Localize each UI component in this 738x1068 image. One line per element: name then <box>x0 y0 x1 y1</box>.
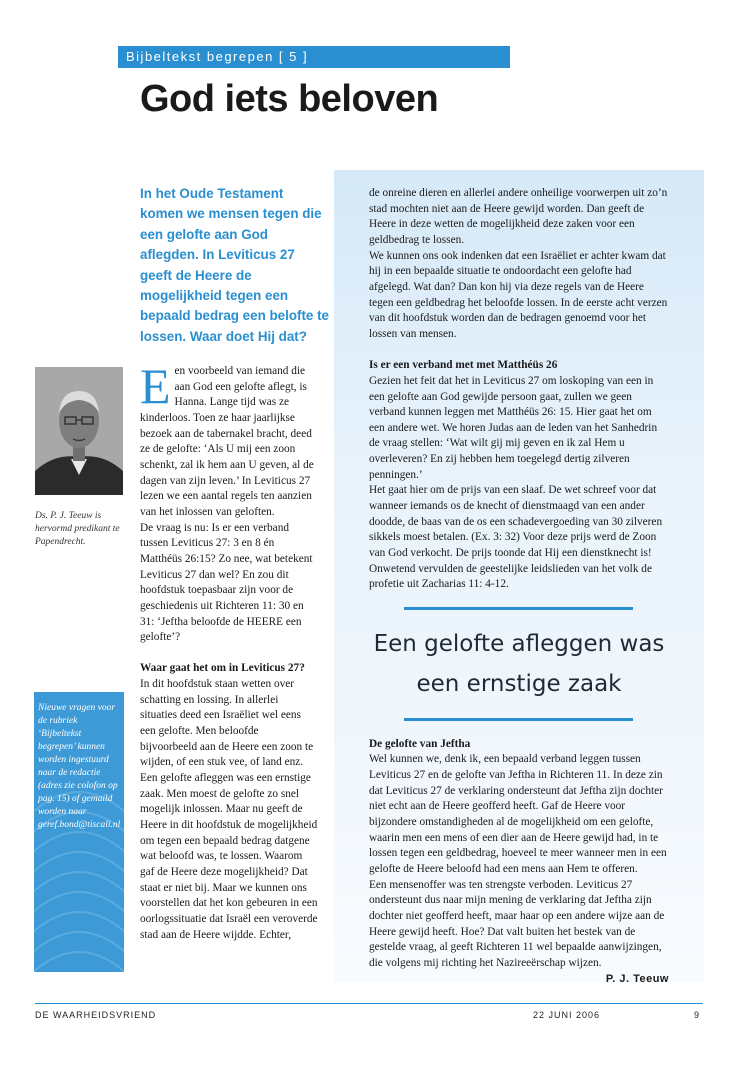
footer-publication: DE WAARHEIDSVRIEND <box>35 1010 157 1020</box>
drop-cap: E <box>140 358 171 414</box>
paragraph-text: en voorbeeld van iemand die aan God een gelofte aflegt, is Hanna. Lange tijd was ze kinderloos. Toen ze haar jaarlijkse bezoek aan de tabernakel bracht, deed ze de gelofte: ‘Als U mij een zoon schenkt, zal ik hem aan U geven, al de dagen van zijn leven.’ In Leviticus 27 lezen we een aantal regels ten aanzien van het inlossen van geloften. <box>140 365 314 518</box>
author-photo <box>35 367 123 495</box>
footer-date: 22 JUNI 2006 <box>533 1010 601 1020</box>
section-heading: Waar gaat het om in Leviticus 27? <box>140 662 305 675</box>
paragraph: De vraag is nu: Is er een verband tussen Leviticus 27: 3 en 8 én Matthéüs 26:15? Zo nee, wat betekent Leviticus 27 dan wel? En zou dit hoofdstuk toepasbaar zijn voor de geschiedenis uit Richteren 11: 30 en 31: ‘Jeftha beloofde de HEERE een gelofte’? <box>140 521 313 644</box>
paragraph: In dit hoofdstuk staan wetten over schatting en lossing. In allerlei situaties deed een Israëliet wel eens een gelofte. Men beloofde bijvoorbeeld aan de Heere een zoon te wijden, of een stuk vee, of land enz. <box>140 678 314 769</box>
paragraph: Het gaat hier om de prijs van een slaaf. De wet schreef voor dat wanneer iemands os de knecht of dienstmaagd van een ander doodde, de baas van de os een schadevergoeding van 30 zilveren sikkels moest betalen. (Ex. 3: 32) Voor deze prijs werd de Zoon van God verkocht. De prijs toonde dat Hij een dienstknecht is! Onwetend vervulden de geestelijke leidslieden van het volk de profetie uit Zacharias 11: 4-12. <box>369 484 663 591</box>
page-number: 9 <box>694 1010 701 1020</box>
paragraph: Gezien het feit dat het in Leviticus 27 om loskoping van een in een gelofte aan God gewijde persoon gaat, zullen we geen verband kunnen leggen met Matthéüs 26: 15. Hier gaat het om een andere wet. We horen Judas aan de leden van het Sanhedrin de vraag stellen: ‘Wat wilt gij mij geven en ik zal Hem u overleveren? En zij hebben hem toegelegd dertig zilveren penningen.’ <box>369 374 658 481</box>
author-signature: P. J. Teeuw <box>605 972 669 985</box>
paragraph <box>140 358 318 521</box>
intro-text: In het Oude Testament komen we mensen tegen die een gelofte aan God aflegden. In Leviticus 27 geeft de Heere de mogelijkheid tegen een bepaald bedrag een belofte te lossen. Waar doet Hij dat? <box>140 186 329 344</box>
pullquote-rule-top <box>404 607 633 610</box>
series-label: Bijbeltekst begrepen [ 5 ] <box>118 46 510 68</box>
pullquote-rule-bottom <box>404 718 633 721</box>
paragraph: Een gelofte afleggen was een ernstige zaak. Men moest de gelofte zo snel mogelijk inlossen. Maar nu geeft de Heere in dit hoofdstuk de mogelijkheid om tegen een bepaald bedrag datgene wat beloofd was, te lossen. Waarom gaf de Heere deze mogelijkheid? Dat staat er niet bij. Maar we kunnen ons voorstellen dat het kon gebeuren in een oorlogssituatie dat Israël een veroverde stad aan de Heere wijdde. Echter, <box>140 772 318 941</box>
footer-divider <box>35 1003 703 1004</box>
article-column-1 <box>140 358 318 943</box>
article-column-2 <box>369 186 669 987</box>
submission-info-box <box>34 692 124 972</box>
section-heading: Is er een verband met met Matthéüs 26 <box>369 359 558 372</box>
page-title: God iets beloven <box>140 78 439 120</box>
submission-info-text: Nieuwe vragen voor de rubriek ‘Bijbeltekst begrepen’ kunnen worden ingestuurd naar de redactie (adres zie colofon op pag. 15) of gemaild worden naar geref.bond@tiscali.nl <box>38 703 121 830</box>
paragraph: We kunnen ons ook indenken dat een Israëliet er achter kwam dat hij in een bepaalde situatie te ondoordacht een gelofte had afgelegd. Wat dan? Dan kon hij via deze regels van de Heere tegen een geldbedrag het beloofde lossen. In de eerste acht verzen van dit hoofdstuk worden dan de bedragen genoemd voor het lossen van mensen. <box>369 249 668 340</box>
paragraph: de onreine dieren en allerlei andere onheilige voorwerpen uit zo’n stad mochten niet aan de Heere gewijd worden. Dan geeft de Heere in deze wetten de mogelijkheid deze zaken voor een geldbedrag te lossen. <box>369 187 668 246</box>
section-heading: De gelofte van Jeftha <box>369 737 471 750</box>
pullquote: Een gelofte afleggen was een ernstige zaak <box>373 631 665 698</box>
paragraph: Een mensenoffer was ten strengste verboden. Leviticus 27 ondersteunt dus naar mijn mening de verklaring dat Jeftha zijn dochter niet geofferd heeft, maar haar op een andere wijze aan de Heere gewijd heeft. Hoe? Dat valt buiten het bestek van de gestelde vraag, al geeft Richteren 11 wel bepaalde aanwijzingen, die volgens mij richting het Nazireeërschap wijzen. <box>369 878 665 969</box>
author-caption: Ds. P. J. Teeuw is hervormd predikant te Papendrecht. <box>35 511 120 547</box>
paragraph: Wel kunnen we, denk ik, een bepaald verband leggen tussen Leviticus 27 en de gelofte van Jeftha in Richteren 11. In deze zin dat Leviticus 27 de verklaring ondersteunt dat Jeftha zijn dochter niet echt aan de Heere geofferd heeft. Gaf de Heere voor bijzondere omstandigheden al de mogelijkheid om een gelofte, waarin men een mens of een dier aan de Heere gewijd had, in te lossen tegen een geldbedrag, hoeveel te meer wanneer men in een gelofte de Heere beloofd had een mens aan Hem te offeren. <box>369 753 667 875</box>
